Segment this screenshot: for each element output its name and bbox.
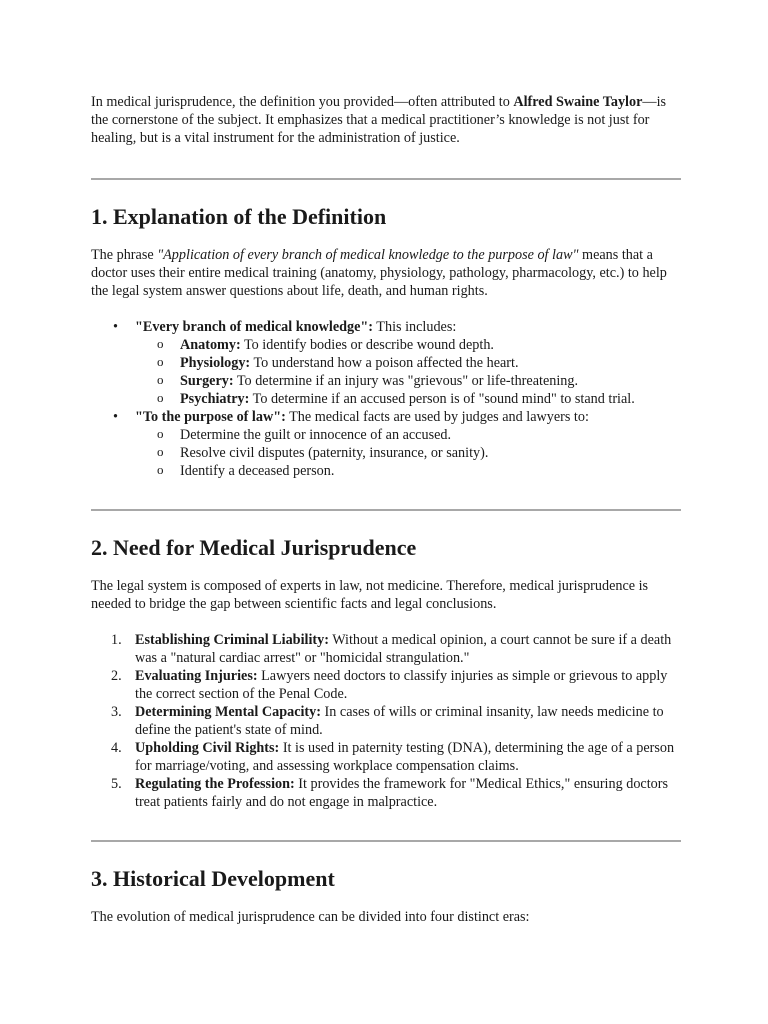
sub-bullet-item: o Identify a deceased person. [135,462,681,480]
item-number: 2. [111,668,122,684]
section-divider [91,840,681,842]
sub-bullet-text: To determine if an accused person is of "sound mind" to stand trial. [249,391,635,407]
item-text: It provides the framework for "Medical Ethics," ensuring doctors treat patients fairly and do not engage in malpractice. [135,776,668,810]
numbered-item [91,775,681,811]
numbered-item [91,667,681,703]
bullet-label: "Every branch of medical knowledge": [135,319,374,335]
bullet-item [91,408,681,480]
item-text: In cases of wills or criminal insanity, law needs medicine to define the patient's state of mind. [135,704,664,738]
intro-text-end: —is the cornerstone of the subject. It emphasizes that a medical practitioner’s knowledge is not just for healing, but is a vital instrument for the administration of justice. [91,94,667,146]
item-text: Without a medical opinion, a court cannot be sure if a death was a "natural cardiac arrest" or "homicidal strangulation." [135,632,672,666]
section-2-paragraph: The legal system is composed of experts in law, not medicine. Therefore, medical jurisprudence is needed to bridge the gap between scientific facts and legal conclusions. [91,578,649,612]
phrase-intro: The phrase [91,247,158,263]
item-text: It is used in paternity testing (DNA), determining the age of a person for marriage/voting, and assessing workplace compensation claims. [135,740,675,774]
sub-bullet-item [135,336,681,354]
sub-bullet-item: o Resolve civil disputes (paternity, insurance, or sanity). [135,444,681,462]
item-number: 3. [111,704,122,720]
numbered-item [91,739,681,775]
sub-bullet-text: To understand how a poison affected the heart. [250,355,519,371]
sub-bullet-item [135,390,681,408]
section-1-heading: 1. Explanation of the Definition [91,204,387,229]
section-divider [91,509,681,511]
author-name: Alfred Swaine Taylor [513,94,643,110]
item-label: Regulating the Profession: [135,776,295,792]
sub-bullet-label: Anatomy: [180,337,241,353]
definition-bullet-list [91,318,681,480]
section-1-paragraph [91,246,681,300]
item-label: Upholding Civil Rights: [135,740,280,756]
item-label: Evaluating Injuries: [135,668,258,684]
sub-bullet-text: To identify bodies or describe wound depth. [240,337,494,353]
intro-paragraph [91,93,681,147]
definition-quote: "Application of every branch of medical knowledge to the purpose of law" [157,247,579,263]
item-label: Determining Mental Capacity: [135,704,321,720]
numbered-item [91,631,681,667]
sub-bullet-label: Physiology: [180,355,251,371]
sub-bullet-text: To determine if an injury was "grievous" or life-threatening. [233,373,579,389]
section-3-heading: 3. Historical Development [91,866,335,891]
need-numbered-list [91,631,681,811]
section-divider [91,178,681,180]
bullet-text: This includes: [373,319,457,335]
phrase-explanation: means that a doctor uses their entire medical training (anatomy, physiology, pathology, pharmacology, etc.) to help the legal system answer questions about life, death, and human rights. [91,247,667,299]
item-number: 5. [111,776,122,792]
sub-bullet-label: Surgery: [180,373,234,389]
sub-bullet-item: o Determine the guilt or innocence of an accused. [135,426,681,444]
sub-bullet-list [135,426,681,480]
sub-bullet-item [135,372,681,390]
bullet-text: The medical facts are used by judges and lawyers to: [285,409,589,425]
sub-bullet-item [135,354,681,372]
document-page [91,93,681,926]
item-number: 1. [111,632,122,648]
bullet-item [91,318,681,408]
sub-bullet-label: Psychiatry: [180,391,250,407]
sub-bullet-list [135,336,681,408]
item-label: Establishing Criminal Liability: [135,632,329,648]
item-number: 4. [111,740,122,756]
bullet-label: "To the purpose of law": [135,409,286,425]
section-3-paragraph: The evolution of medical jurisprudence can be divided into four distinct eras: [91,909,530,925]
item-text: Lawyers need doctors to classify injuries as simple or grievous to apply the correct section of the Penal Code. [135,668,668,702]
numbered-item [91,703,681,739]
section-2-heading: 2. Need for Medical Jurisprudence [91,535,417,560]
intro-text-start: In medical jurisprudence, the definition you provided—often attributed to [91,94,514,110]
